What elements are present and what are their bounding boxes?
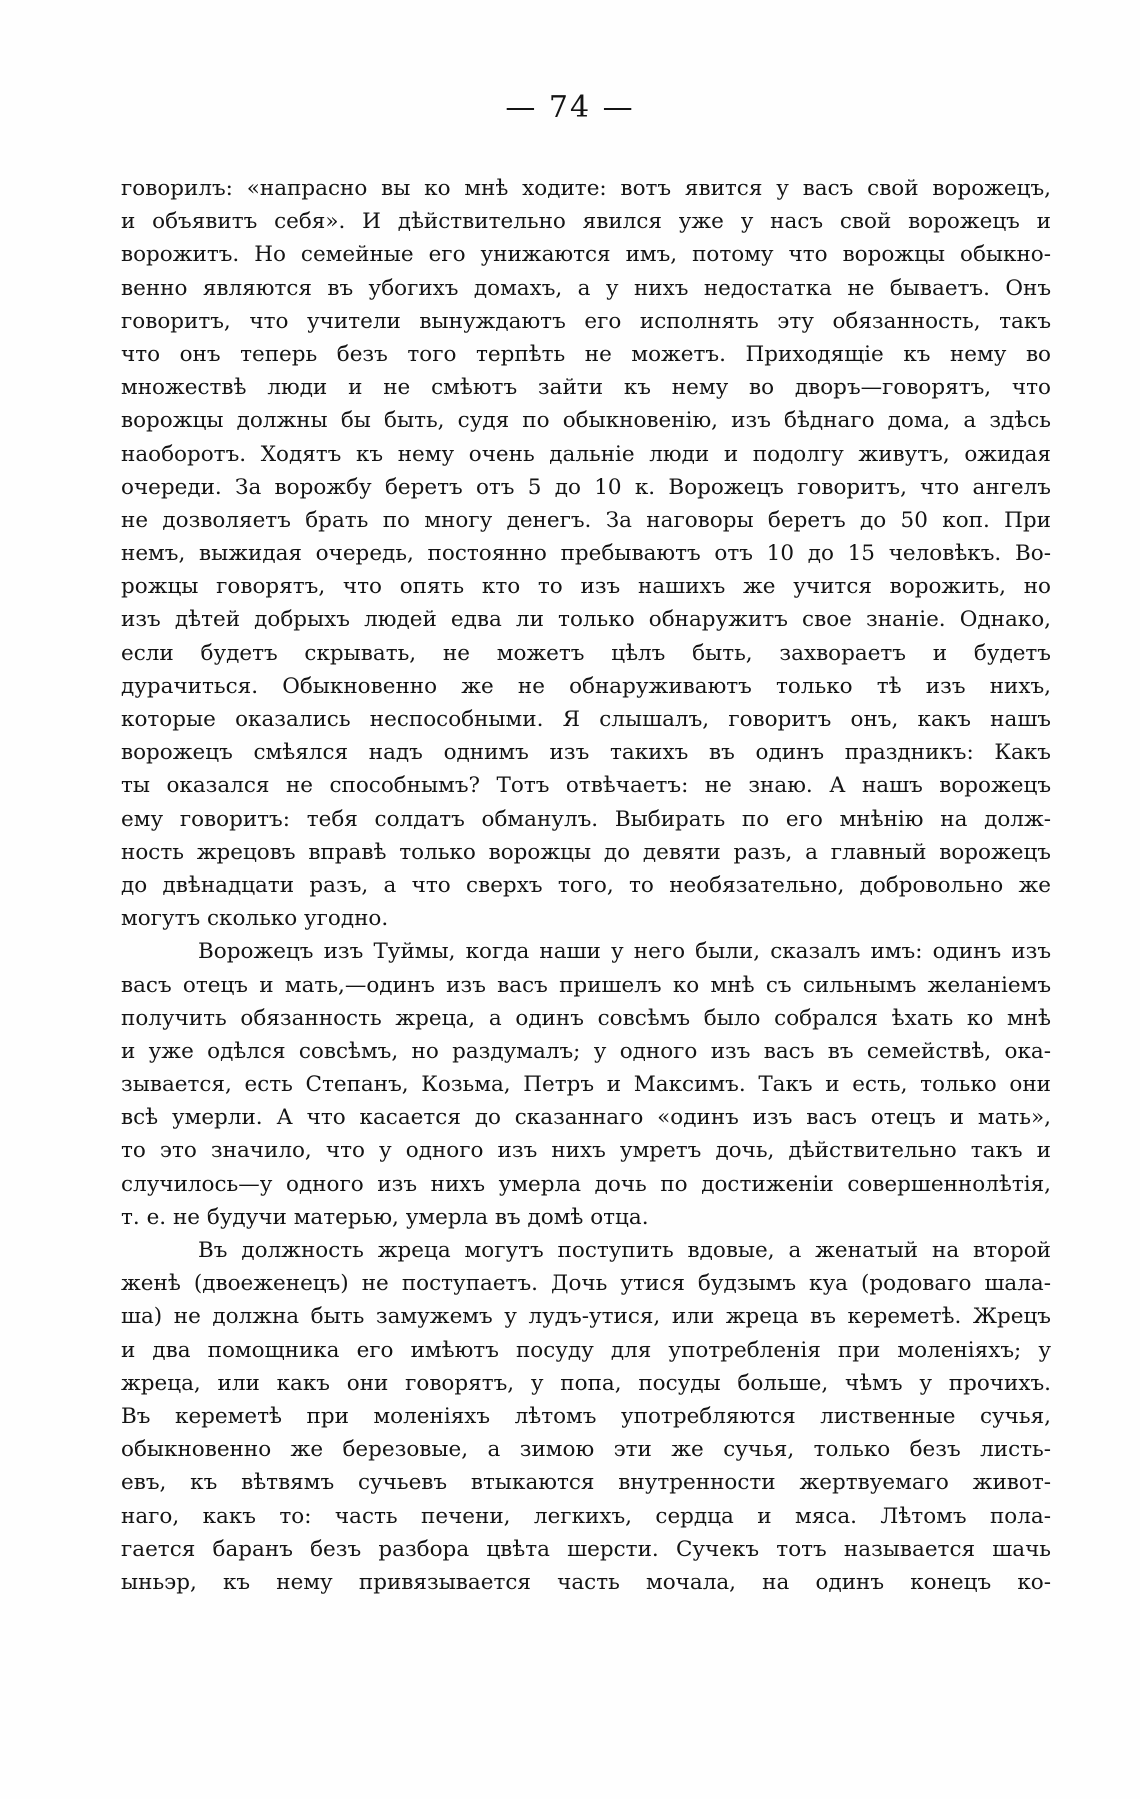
text-line: обыкновенно же березовые, а зимою эти же сучья, только безъ листь- — [121, 1437, 1051, 1463]
text-line: то это значило, что у одного изъ нихъ умретъ дочь, дѣйствительно такъ и — [121, 1138, 1051, 1164]
text-line: которые оказались неспособными. Я слышалъ, говоритъ онъ, какъ нашъ — [121, 707, 1051, 732]
page-number: — 74 — — [505, 90, 635, 125]
text-line: множествѣ люди и не смѣютъ зайти къ нему во дворъ—говорятъ, что — [121, 375, 1051, 401]
text-line: немъ, выжидая очередь, постоянно пребываютъ отъ 10 до 15 человѣкъ. Во- — [121, 541, 1051, 567]
text-line: и уже одѣлся совсѣмъ, но раздумалъ; у одного изъ васъ въ семействѣ, ока- — [121, 1038, 1051, 1064]
text-line: жреца, или какъ они говорятъ, у попа, посуды больше, чѣмъ у прочихъ. — [121, 1370, 1051, 1396]
text-line: получить обязанность жреца, а одинъ совсѣмъ было собрался ѣхать ко мнѣ — [121, 1005, 1051, 1031]
text-line: ыньэр, къ нему привязывается часть мочала, на одинъ конецъ ко- — [121, 1569, 1051, 1595]
text-line: Въ должность жреца могутъ поступить вдовые, а женатый на второй — [198, 1238, 1051, 1263]
paragraph-3 — [121, 1234, 1051, 1599]
text-line: ворожецъ смѣялся надъ однимъ изъ такихъ въ одинъ праздникъ: Какъ — [121, 740, 1051, 766]
text-line: могутъ сколько угодно. — [121, 906, 389, 932]
text-line: зывается, есть Степанъ, Козьма, Петръ и Максимъ. Такъ и есть, только они — [121, 1072, 1051, 1098]
text-line: изъ дѣтей добрыхъ людей едва ли только обнаружитъ свое знаніе. Однако, — [121, 607, 1051, 633]
paragraph-1 — [121, 172, 1051, 935]
paragraph-2 — [121, 935, 1051, 1234]
text-line: и два помощника его имѣютъ посуду для употребленія при моленіяхъ; у — [121, 1337, 1051, 1363]
text-line: ность жрецовъ вправѣ только ворожцы до девяти разъ, а главный ворожецъ — [121, 839, 1051, 865]
text-line: говорилъ: «напрасно вы ко мнѣ ходите: вотъ явится у васъ свой ворожецъ, — [121, 176, 1051, 201]
text-line: очереди. За ворожбу беретъ отъ 5 до 10 к. Ворожецъ говоритъ, что ангелъ — [121, 474, 1051, 500]
text-line: женѣ (двоеженецъ) не поступаетъ. Дочь утися будзымъ куа (родоваго шала- — [121, 1271, 1051, 1297]
text-line: евъ, къ вѣтвямъ сучьевъ втыкаются внутренности жертвуемаго живот- — [121, 1470, 1051, 1496]
text-line: дурачиться. Обыкновенно же не обнаруживаютъ только тѣ изъ нихъ, — [121, 673, 1051, 699]
text-line: венно являются въ убогихъ домахъ, а у нихъ недостатка не бываетъ. Онъ — [121, 275, 1051, 301]
text-line: наго, какъ то: часть печени, легкихъ, сердца и мяса. Лѣтомъ пола- — [121, 1503, 1051, 1529]
text-line: что онъ теперь безъ того терпѣть не можетъ. Приходящіе къ нему во — [121, 341, 1051, 367]
text-line: Ворожецъ изъ Туймы, когда наши у него были, сказалъ имъ: одинъ изъ — [198, 939, 1051, 965]
text-line: всѣ умерли. А что касается до сказаннаго «одинъ изъ васъ отецъ и мать», — [121, 1105, 1051, 1131]
body-text — [121, 172, 1051, 1599]
text-line: ему говоритъ: тебя солдатъ обманулъ. Выбирать по его мнѣнію на долж- — [121, 806, 1051, 832]
text-line: случилось—у одного изъ нихъ умерла дочь по достиженіи совершеннолѣтія, — [121, 1171, 1051, 1197]
text-line: говоритъ, что учители вынуждаютъ его исполнять эту обязанность, такъ — [121, 308, 1051, 334]
text-line: ша) не должна быть замужемъ у лудъ-утися, или жреца въ кереметѣ. Жрецъ — [121, 1304, 1051, 1330]
text-line: рожцы говорятъ, что опять кто то изъ нашихъ же учится ворожить, но — [121, 574, 1051, 600]
text-line: т. е. не будучи матерью, умерла въ домѣ отца. — [121, 1204, 649, 1230]
text-line: и объявитъ себя». И дѣйствительно явился уже у насъ свой ворожецъ и — [121, 209, 1051, 235]
text-line: до двѣнадцати разъ, а что сверхъ того, то необязательно, добровольно же — [121, 872, 1051, 898]
text-line: ты оказался не способнымъ? Тотъ отвѣчаетъ: не знаю. А нашъ ворожецъ — [121, 773, 1051, 799]
text-line: ворожитъ. Но семейные его унижаются имъ, потому что ворожцы обыкно- — [121, 242, 1051, 268]
text-line: гается баранъ безъ разбора цвѣта шерсти. Сучекъ тотъ называется шачь — [121, 1536, 1051, 1562]
text-line: если будетъ скрывать, не можетъ цѣлъ быть, захвораетъ и будетъ — [121, 640, 1051, 666]
text-line: Въ кереметѣ при моленіяхъ лѣтомъ употребляются лиственные сучья, — [121, 1403, 1051, 1429]
text-line: не дозволяетъ брать по многу денегъ. За наговоры беретъ до 50 коп. При — [121, 507, 1051, 533]
text-line: наоборотъ. Ходятъ къ нему очень дальніе люди и подолгу живутъ, ожидая — [121, 441, 1051, 467]
text-line: васъ отецъ и мать,—одинъ изъ васъ пришелъ ко мнѣ съ сильнымъ желаніемъ — [121, 972, 1051, 998]
text-line: ворожцы должны бы быть, судя по обыкновенію, изъ бѣднаго дома, а здѣсь — [121, 408, 1051, 434]
